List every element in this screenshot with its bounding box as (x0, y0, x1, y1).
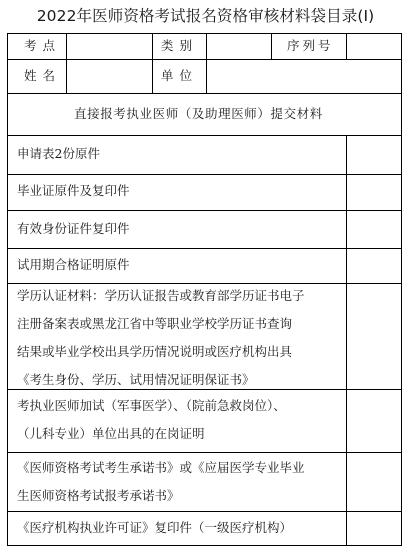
checklist-item (17, 180, 130, 202)
item-text: 结果或毕业学校出具学历情况说明或医疗机构出具 (17, 344, 293, 359)
exam-point-label: 考点 (24, 38, 62, 53)
row-divider (8, 210, 401, 211)
checklist-item (17, 282, 305, 394)
serial-number-label: 序列号 (287, 38, 334, 53)
row-divider (8, 452, 401, 453)
materials-table (7, 33, 402, 546)
item-text: 考执业医师加试（军事医学）、（院前急救岗位）、 (17, 398, 286, 413)
item-text: 注册备案表或黑龙江省中等职业学校学历证书查询 (17, 316, 293, 331)
name-label: 姓名 (24, 68, 62, 83)
item-text: （儿科专业）单位出具的在岗证明 (17, 426, 205, 441)
row-divider (8, 174, 401, 175)
col-divider (271, 34, 272, 59)
item-text: 《医师资格考试考生承诺书》或《应届医学专业毕业 (17, 460, 305, 475)
unit-label: 单位 (161, 68, 199, 83)
col-divider (346, 34, 347, 59)
item-text: 有效身份证件复印件 (17, 221, 130, 236)
row-divider (8, 511, 401, 512)
item-text: 试用期合格证明原件 (17, 257, 130, 272)
checklist-item (17, 254, 130, 276)
check-column-divider (346, 135, 347, 546)
section-heading: 直接报考执业医师（及助理医师）提交材料 (74, 106, 323, 121)
row-divider (8, 93, 401, 94)
item-text: 《考生身份、学历、试用情况证明保证书》 (17, 372, 255, 387)
col-divider (206, 34, 207, 93)
item-text: 毕业证原件及复印件 (17, 183, 130, 198)
item-text: 《医疗机构执业许可证》复印件（一级医疗机构） (17, 520, 293, 535)
checklist-item (17, 392, 286, 448)
category-label: 类别 (161, 38, 199, 53)
col-divider (152, 34, 153, 93)
col-divider (66, 34, 67, 93)
page-title: 2022年医师资格考试报名资格审核材料袋目录(I) (36, 7, 375, 25)
checklist-item (17, 218, 130, 240)
checklist-item (17, 143, 100, 165)
row-divider (8, 248, 401, 249)
item-text: 学历认证材料：学历认证报告或教育部学历证书电子 (17, 288, 305, 303)
item-text: 申请表2份原件 (17, 146, 100, 161)
row-divider (8, 135, 401, 136)
checklist-item (17, 454, 305, 510)
checklist-item (17, 517, 292, 539)
item-text: 生医师资格考试报考承诺书》 (17, 488, 180, 503)
